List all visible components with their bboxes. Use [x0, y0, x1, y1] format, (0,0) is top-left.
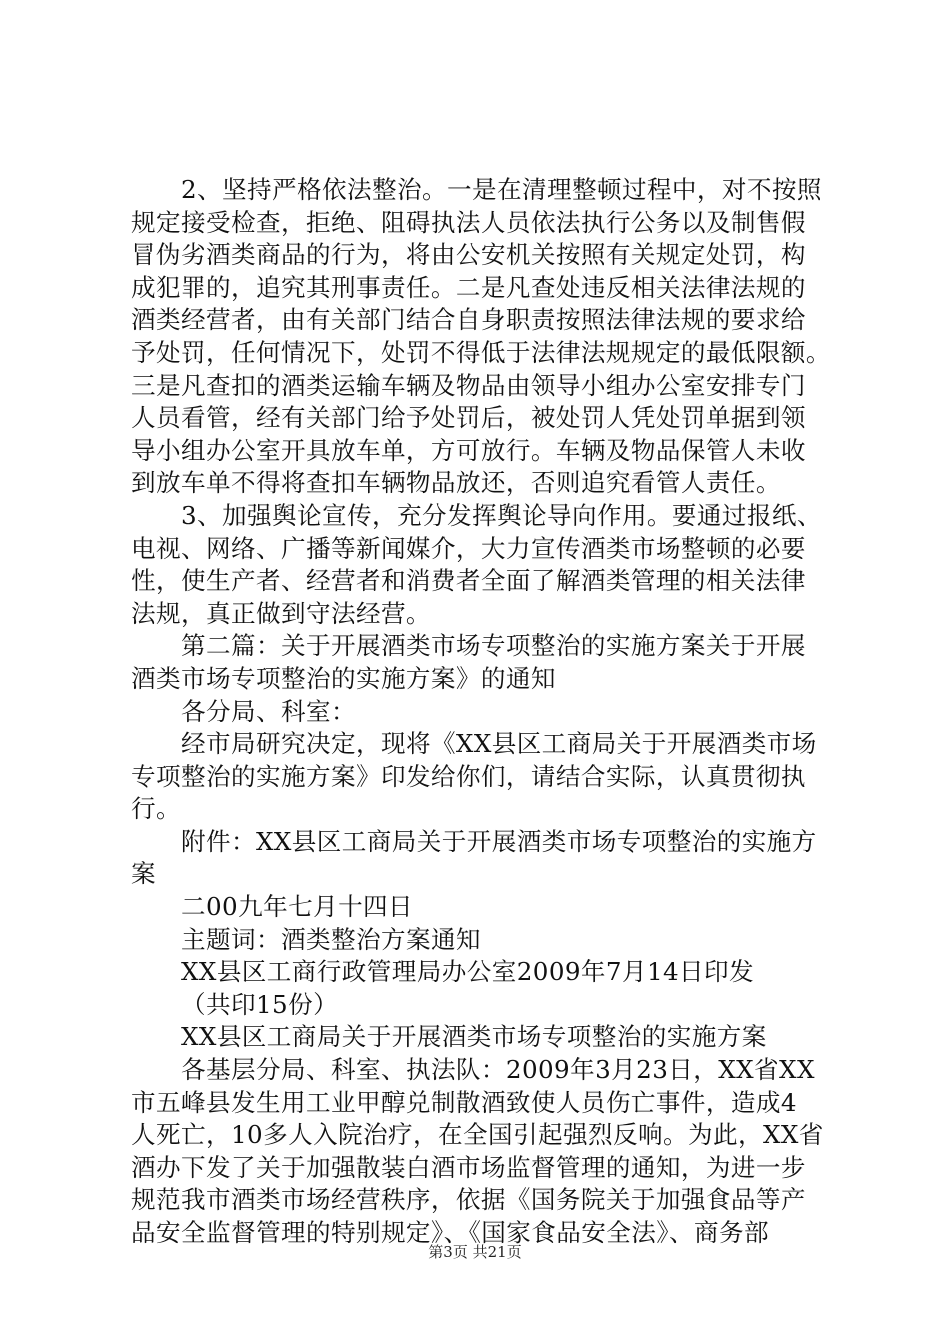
text-line: 2、坚持严格依法整治。一是在清理整顿过程中，对不按照 [181, 175, 822, 204]
text-line: 经市局研究决定，现将《XX县区工商局关于开展酒类市场 [181, 729, 817, 759]
text-line: 行。 [131, 794, 181, 824]
text-line: 各基层分局、科室、执法队：2009年3月23日，XX省XX [181, 1055, 815, 1085]
text-line: 人死亡，10多人入院治疗，在全国引起强烈反响。为此，XX省 [131, 1120, 824, 1150]
text-line: 导小组办公室开具放车单，方可放行。车辆及物品保管人未收 [131, 435, 806, 465]
text-line: 到放车单不得将查扣车辆物品放还，否则追究看管人责任。 [131, 468, 781, 498]
plan-title: XX县区工商局关于开展酒类市场专项整治的实施方案 [181, 1022, 767, 1052]
text-line: 3、加强舆论宣传，充分发挥舆论导向作用。要通过报纸、 [181, 500, 822, 530]
text-line: 专项整治的实施方案》印发给你们，请结合实际，认真贯彻执 [131, 761, 806, 791]
text-line: 法规，真正做到守法经营。 [131, 598, 431, 628]
text-line: 规范我市酒类市场经营秩序，依据《国务院关于加强食品等产 [131, 1185, 806, 1215]
attachment-line: 附件：XX县区工商局关于开展酒类市场专项整治的实施方 [181, 826, 817, 856]
section-heading: 第二篇：关于开展酒类市场专项整治的实施方案关于开展 [181, 631, 806, 661]
text-line: 酒办下发了关于加强散装白酒市场监督管理的通知，为进一步 [131, 1152, 806, 1182]
text-line: 电视、网络、广播等新闻媒介，大力宣传酒类市场整顿的必要 [131, 533, 806, 563]
text-line: 人员看管，经有关部门给予处罚后，被处罚人凭处罚单据到领 [131, 403, 806, 433]
section-heading-cont: 酒类市场专项整治的实施方案》的通知 [131, 663, 556, 693]
text-line: 品安全监督管理的特别规定》、《国家食品安全法》、商务部 [131, 1218, 769, 1247]
text-line: 冒伪劣酒类商品的行为，将由公安机关按照有关规定处罚，构 [131, 240, 806, 270]
text-line: 性，使生产者、经营者和消费者全面了解酒类管理的相关法律 [131, 566, 806, 596]
text-line: 予处罚，任何情况下，处罚不得低于法律法规规定的最低限额。 [131, 337, 831, 367]
text-line: 三是凡查扣的酒类运输车辆及物品由领导小组办公室安排专门 [131, 370, 806, 400]
date-line: 二00九年七月十四日 [181, 892, 414, 922]
text-line: 成犯罪的，追究其刑事责任。二是凡查处违反相关法律法规的 [131, 272, 806, 302]
text-line: 市五峰县发生用工业甲醇兑制散酒致使人员伤亡事件，造成4 [131, 1087, 797, 1117]
salutation: 各分局、科室： [181, 696, 356, 726]
text-line: 酒类经营者，由有关部门结合自身职责按照法律法规的要求给 [131, 305, 806, 335]
text-line: 规定接受检查，拒绝、阻碍执法人员依法执行公务以及制售假 [131, 207, 806, 237]
copies-line: （共印15份） [181, 989, 339, 1019]
page-number-footer: 第3页 共21页 [428, 1243, 522, 1261]
document-body [131, 174, 841, 1250]
subject-words: 主题词：酒类整治方案通知 [181, 924, 481, 954]
attachment-line-cont: 案 [131, 859, 156, 889]
issuer-line: XX县区工商行政管理局办公室2009年7月14日印发 [181, 957, 755, 987]
